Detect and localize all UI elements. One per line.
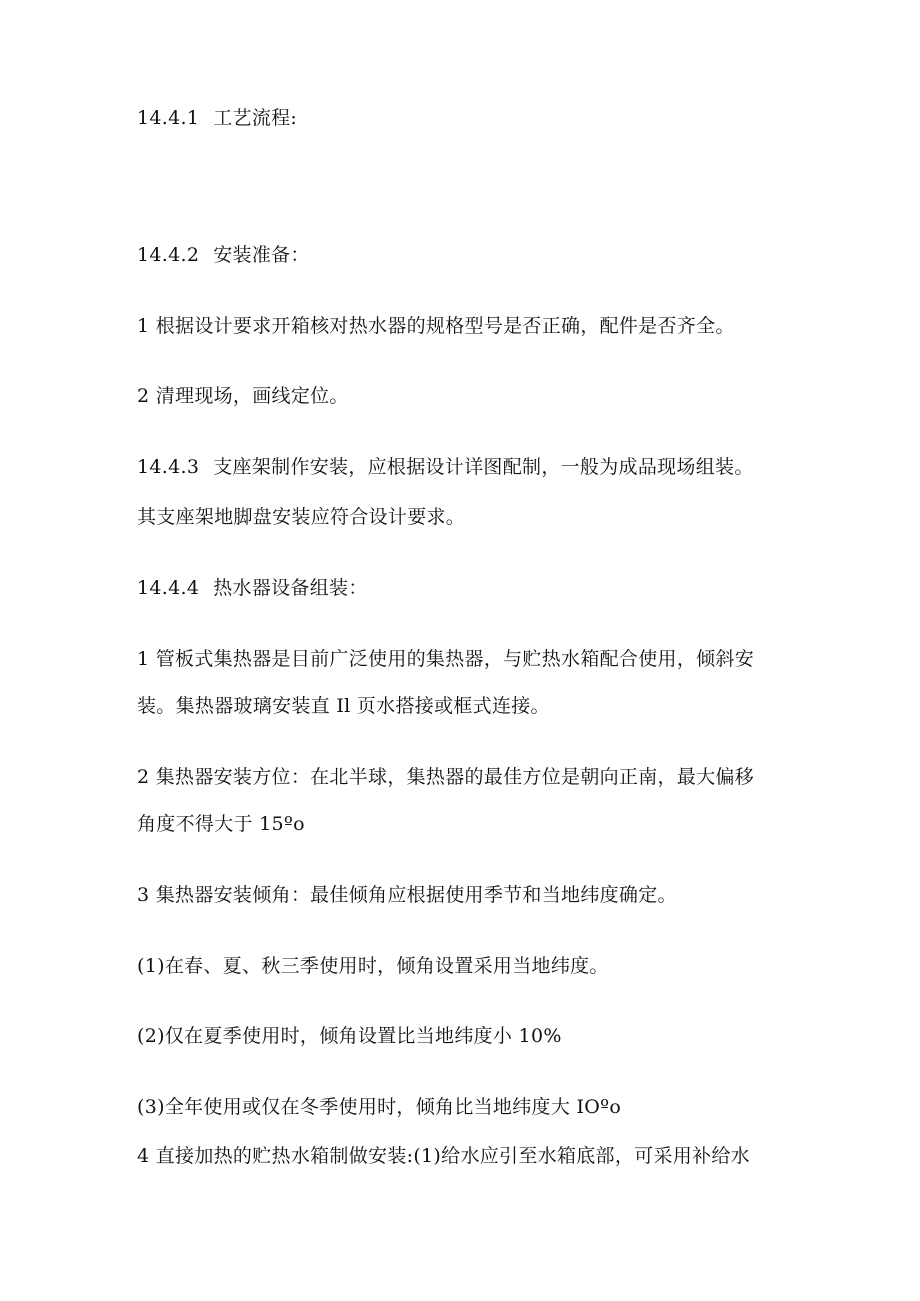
section-heading-14-4-3 xyxy=(137,455,797,479)
assembly-sub-item-2: (2)仅在夏季使用时，倾角设置比当地纬度小 10% xyxy=(137,1025,562,1047)
section-number: 14.4.2 xyxy=(137,244,200,266)
section-title: 热水器设备组装： xyxy=(213,577,368,599)
prep-item-2: 2 清理现场，画线定位。 xyxy=(137,385,349,407)
assembly-item-2-line-1: 2 集热器安装方位：在北半球，集热器的最佳方位是朝向正南，最大偏移 xyxy=(137,766,755,788)
assembly-sub-item-1: (1)在春、夏、秋三季使用时，倾角设置采用当地纬度。 xyxy=(137,955,609,977)
assembly-item-2-line-2: 角度不得大于 15ºo xyxy=(137,813,305,835)
assembly-item-3: 3 集热器安装倾角：最佳倾角应根据使用季节和当地纬度确定。 xyxy=(137,884,677,906)
section-number: 14.4.3 xyxy=(137,456,200,478)
assembly-item-1-line-1: 1 管板式集热器是目前广泛使用的集热器，与贮热水箱配合使用，倾斜安 xyxy=(137,648,755,670)
section-continuation: 其支座架地脚盘安装应符合设计要求。 xyxy=(137,506,466,528)
section-heading-14-4-1 xyxy=(137,106,797,130)
section-heading-14-4-4 xyxy=(137,576,797,600)
section-title: 安装准备： xyxy=(213,244,310,266)
prep-item-1: 1 根据设计要求开箱核对热水器的规格型号是否正确，配件是否齐全。 xyxy=(137,315,735,337)
assembly-sub-item-3: (3)全年使用或仅在冬季使用时，倾角比当地纬度大 IOºo xyxy=(137,1096,622,1118)
assembly-item-1-line-2: 装。集热器玻璃安装直 Il 页水搭接或框式连接。 xyxy=(137,695,550,717)
assembly-item-4: 4 直接加热的贮热水箱制做安装:(1)给水应引至水箱底部，可采用补给水 xyxy=(137,1145,750,1167)
section-title: 工艺流程: xyxy=(213,107,298,129)
section-heading-14-4-2 xyxy=(137,243,797,267)
section-title: 支座架制作安装，应根据设计详图配制，一般为成品现场组装。 xyxy=(213,456,754,478)
section-number: 14.4.1 xyxy=(137,107,200,129)
section-number: 14.4.4 xyxy=(137,577,200,599)
